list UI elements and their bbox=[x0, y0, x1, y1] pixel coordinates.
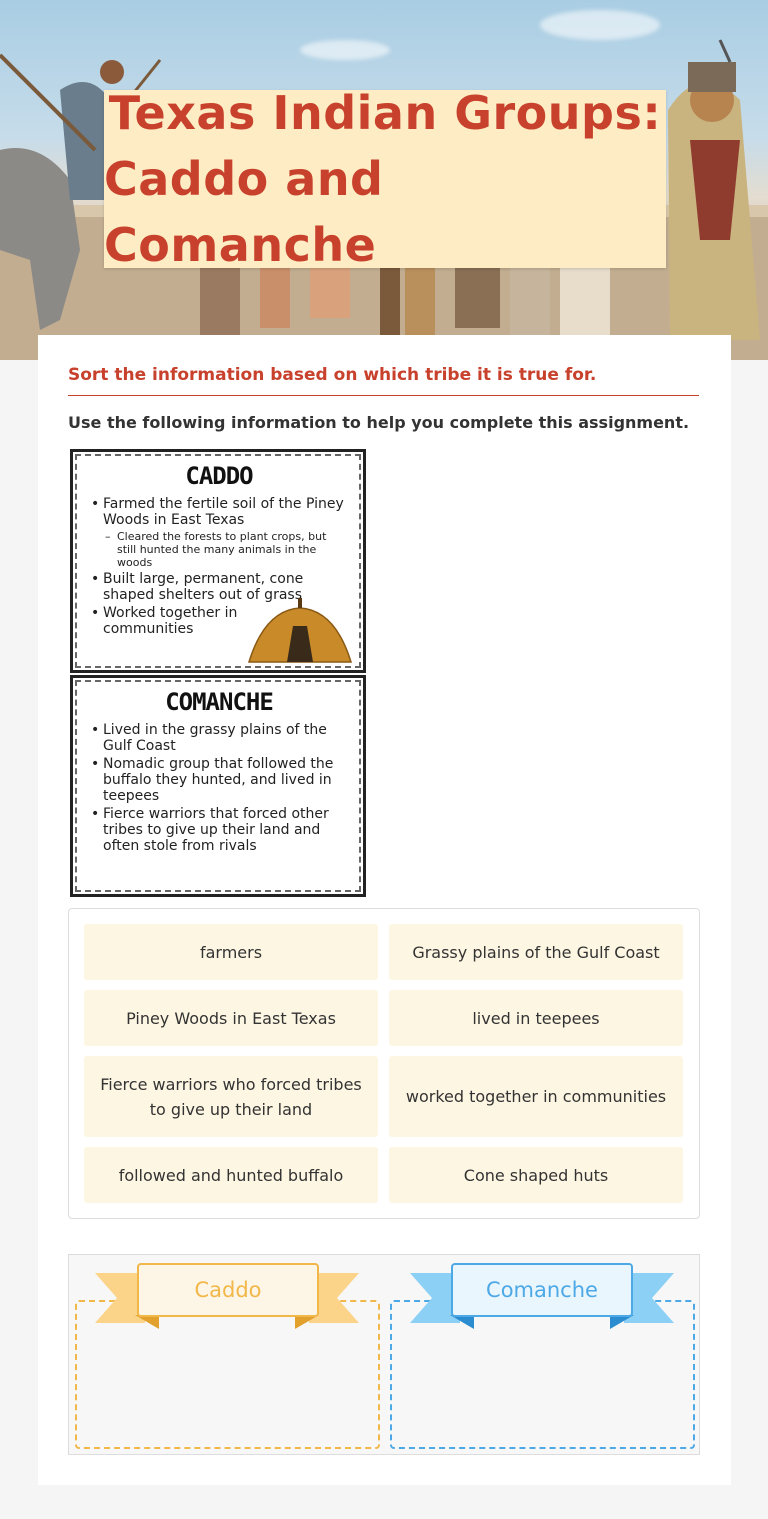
comanche-fact: • Nomadic group that followed the buffalo they hunted, and lived in teepees bbox=[91, 756, 347, 804]
answer-chip[interactable]: lived in teepees bbox=[389, 990, 683, 1046]
caddo-fact: • Worked together in communities bbox=[91, 605, 251, 637]
title-card bbox=[104, 86, 666, 272]
answer-chip[interactable]: followed and hunted buffalo bbox=[84, 1147, 378, 1203]
sorting-area bbox=[68, 1254, 700, 1455]
answer-chip[interactable]: farmers bbox=[84, 924, 378, 980]
comanche-facts-list bbox=[91, 722, 347, 854]
comanche-card-title: COMANCHE bbox=[165, 688, 273, 716]
answer-chip[interactable]: Piney Woods in East Texas bbox=[84, 990, 378, 1046]
comanche-fact: • Lived in the grassy plains of the Gulf Coast bbox=[91, 722, 347, 754]
worksheet bbox=[38, 335, 731, 1485]
title-line-1: Texas Indian Groups: bbox=[108, 86, 662, 140]
answer-chip[interactable]: Fierce warriors who forced tribes to give up their land bbox=[84, 1056, 378, 1137]
answer-chip[interactable]: worked together in communities bbox=[389, 1056, 683, 1137]
caddo-info-card bbox=[70, 449, 366, 673]
grass-hut-icon bbox=[245, 596, 355, 666]
answer-bank bbox=[68, 908, 700, 1219]
caddo-subfact: – Cleared the forests to plant crops, but still hunted the many animals in the woods bbox=[91, 530, 347, 569]
instruction-heading: Sort the information based on which tribe it is true for. bbox=[68, 365, 699, 396]
caddo-fact: • Farmed the fertile soil of the Piney Woods in East Texas bbox=[91, 496, 347, 528]
header-banner bbox=[0, 0, 768, 360]
comanche-label: Comanche bbox=[451, 1263, 633, 1317]
caddo-card-title: CADDO bbox=[185, 462, 253, 490]
comanche-fact: • Fierce warriors that forced other tribes to give up their land and often stole from rivals bbox=[91, 806, 347, 854]
title-line-2: Caddo and Comanche bbox=[104, 152, 384, 272]
caddo-fact: • Built large, permanent, cone shaped shelters out of grass bbox=[91, 571, 321, 603]
answer-chip[interactable]: Grassy plains of the Gulf Coast bbox=[389, 924, 683, 980]
answer-chip[interactable]: Cone shaped huts bbox=[389, 1147, 683, 1203]
caddo-label: Caddo bbox=[137, 1263, 319, 1317]
instruction-subtext: Use the following information to help you complete this assignment. bbox=[68, 413, 690, 432]
comanche-info-card bbox=[70, 675, 366, 897]
